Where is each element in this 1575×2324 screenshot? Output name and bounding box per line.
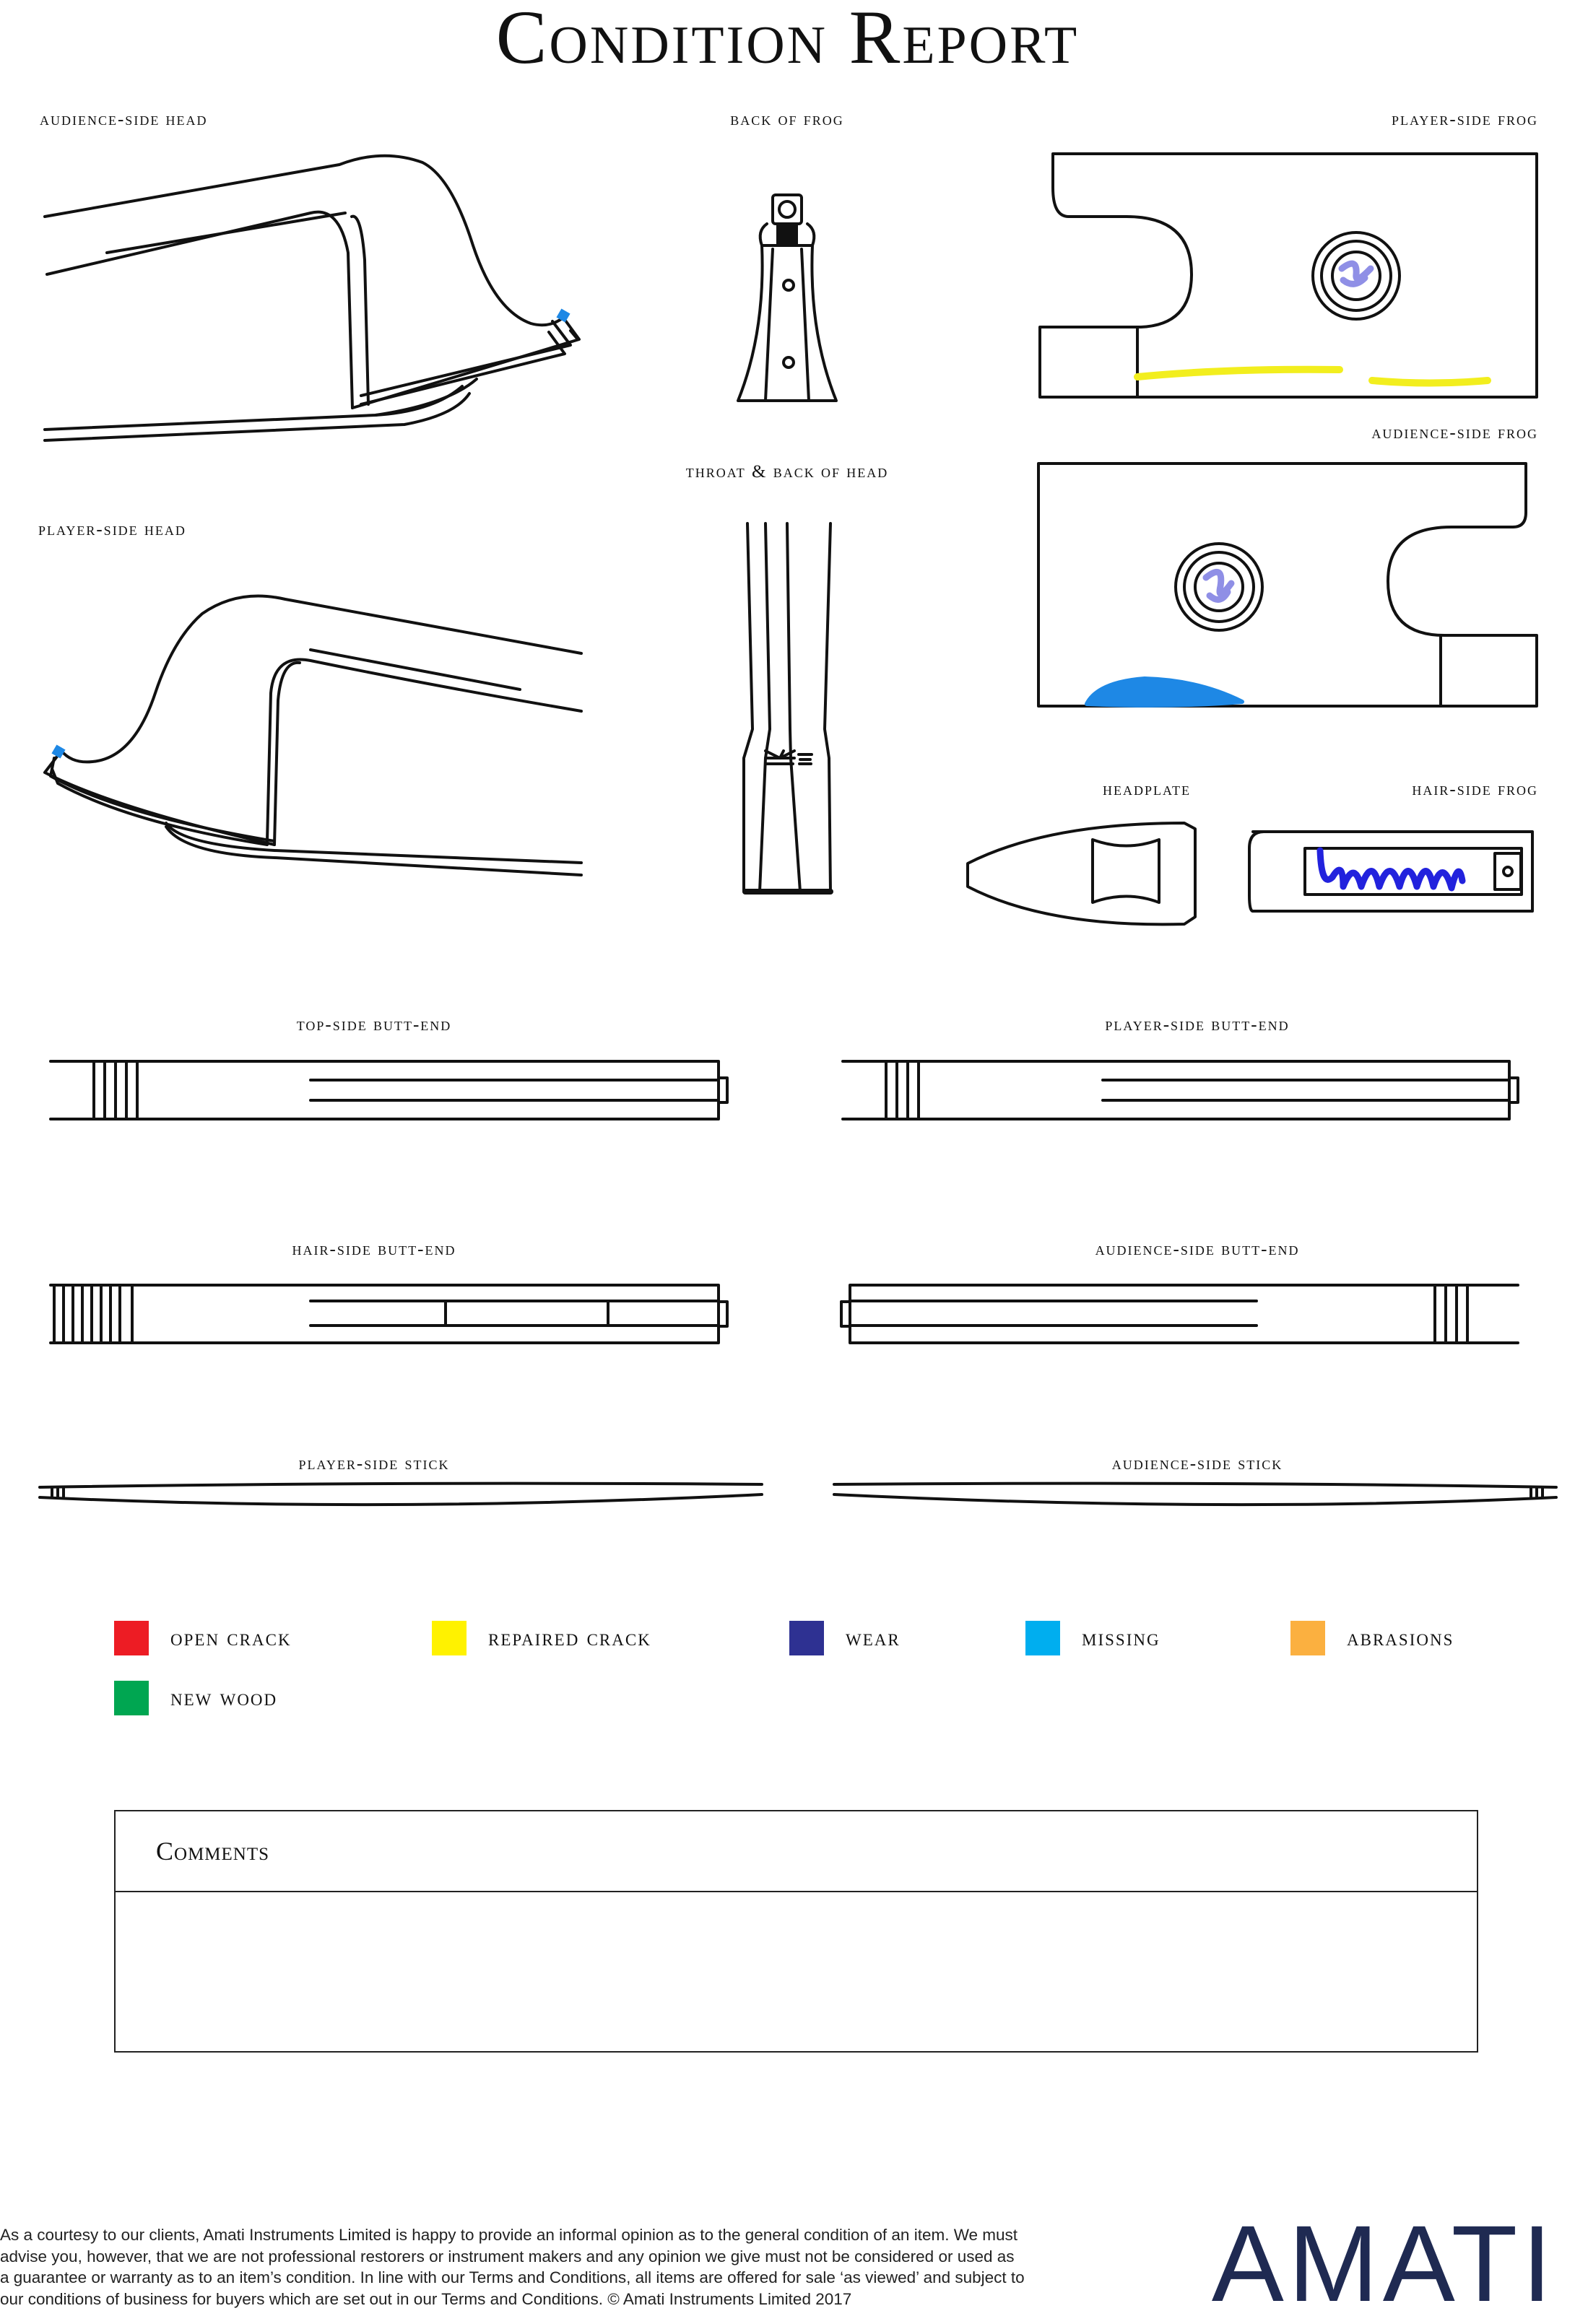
player-side-frog-drawing [1040,154,1537,397]
label-throat-back-of-head: throat & back of head [685,462,889,482]
player-side-head-drawing [45,596,581,876]
label-player-side-butt-end: player-side butt-end [1105,1015,1290,1035]
legend-swatch-missing [1025,1621,1060,1655]
disclaimer-line: our conditions of business for buyers which are set out in our Terms and Conditions. © Amati Instruments Limited 2017 [0,2289,852,2308]
audience-side-butt-end-drawing [841,1285,1518,1343]
legend-repaired-crack [432,1621,651,1655]
player-frog-repaired-crack-mark-1 [1137,370,1340,377]
legend-swatch-new-wood [114,1681,149,1715]
label-audience-side-frog: audience-side frog [1371,423,1538,443]
label-audience-side-head: audience-side head [40,110,208,129]
label-audience-side-butt-end: audience-side butt-end [1095,1240,1300,1259]
disclaimer [0,2224,1148,2310]
player-head-missing-mark [51,744,65,758]
legend-label-repaired-crack: repaired crack [488,1624,651,1651]
player-side-stick-drawing [40,1484,762,1505]
label-top-side-butt-end: top-side butt-end [296,1015,452,1035]
player-frog-repaired-crack-mark-2 [1372,380,1488,383]
label-headplate: headplate [1103,780,1191,799]
player-frog-eye-wear-mark [1342,264,1371,284]
legend-missing [1025,1621,1160,1655]
legend-abrasions [1290,1621,1454,1655]
legend-wear [789,1621,901,1655]
amati-logo: AMATI [1211,2203,1556,2324]
legend-swatch-repaired-crack [432,1621,467,1655]
player-side-butt-end-drawing [843,1061,1518,1119]
audience-side-stick-drawing [834,1484,1556,1505]
legend-label-missing: missing [1082,1624,1160,1651]
legend-new-wood [114,1681,277,1715]
disclaimer-line: a guarantee or warranty as to an item’s condition. In line with our Terms and Conditions, all items are offered for sale ‘as viewed’ and subject to [0,2268,1025,2286]
disclaimer-line: advise you, however, that we are not professional restorers or instrument makers and any opinion we give must not be considered or used as [0,2247,1015,2266]
label-audience-side-stick: audience-side stick [1111,1454,1283,1474]
legend-label-open-crack: open crack [170,1624,292,1651]
back-of-frog-drawing [738,195,836,401]
label-player-side-frog: player-side frog [1392,110,1538,129]
hair-frog-wear-mark [1320,850,1462,888]
page-title: Condition Report [495,0,1080,79]
legend-swatch-abrasions [1290,1621,1325,1655]
label-player-side-stick: player-side stick [298,1454,450,1474]
top-side-butt-end-drawing [51,1061,727,1119]
legend-swatch-open-crack [114,1621,149,1655]
label-hair-side-frog: hair-side frog [1412,780,1538,799]
audience-side-frog-drawing [1038,464,1537,706]
label-hair-side-butt-end: hair-side butt-end [292,1240,456,1259]
legend-label-wear: wear [846,1624,901,1651]
legend-open-crack [114,1621,292,1655]
legend-swatch-wear [789,1621,824,1655]
label-back-of-frog: back of frog [730,110,844,129]
audience-frog-eye-wear-mark [1206,572,1231,599]
legend-label-new-wood: new wood [170,1684,278,1711]
disclaimer-line: As a courtesy to our clients, Amati Instruments Limited is happy to provide an informal opinion as to the general condition of an item. We must [0,2226,1018,2244]
hair-side-butt-end-drawing [51,1285,727,1343]
comments-box [114,1810,1478,2053]
label-player-side-head: player-side head [38,520,186,539]
audience-frog-missing-mark [1087,679,1242,705]
audience-side-head-drawing [45,156,579,440]
comments-field[interactable] [116,1892,1477,2051]
headplate-drawing [968,823,1195,924]
legend-label-abrasions: abrasions [1347,1624,1454,1651]
throat-back-of-head-drawing [744,523,830,892]
comments-heading: Comments [116,1811,1477,1892]
